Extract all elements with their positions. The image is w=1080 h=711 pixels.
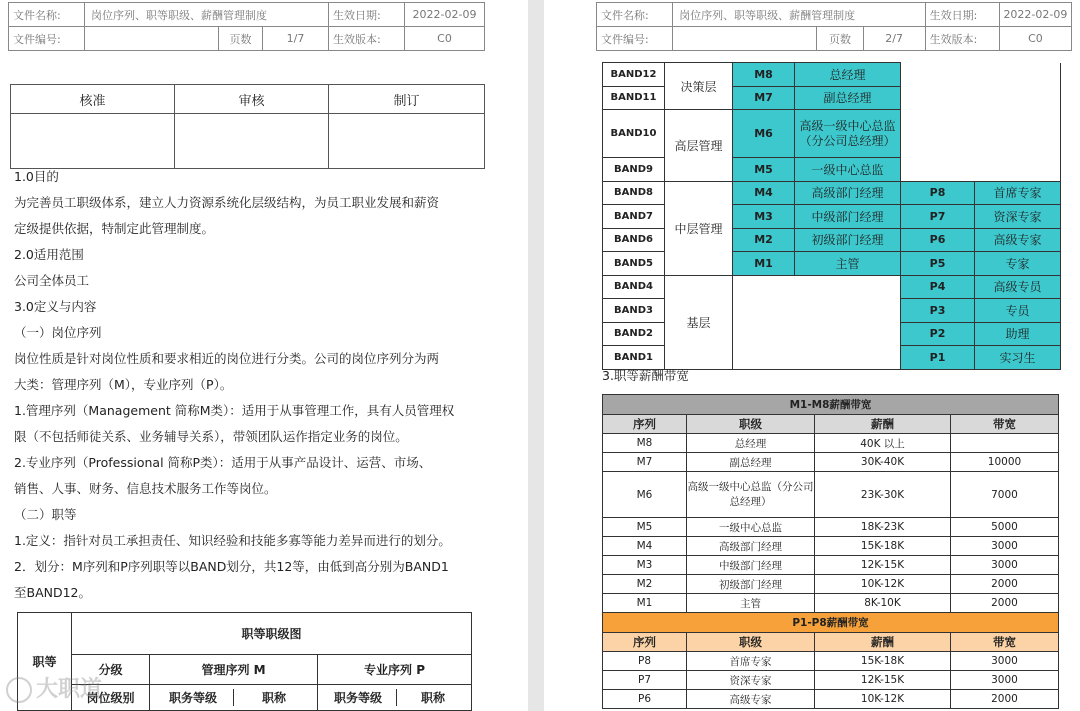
cell: 5000 [951, 518, 1059, 537]
effective-date: 2022-02-09 [999, 3, 1071, 27]
effective-date-label: 生效日期: [925, 3, 999, 27]
col-header: 带宽 [951, 633, 1059, 652]
p-title: 专员 [975, 299, 1061, 323]
section-heading: 2.0适用范围 [14, 247, 84, 262]
m-grade: M6 [733, 110, 795, 158]
version-label: 生效版本: [925, 27, 999, 51]
section-heading: 3.0定义与内容 [14, 299, 97, 314]
doc-name: 岗位序列、职等职级、薪酬管理制度 [85, 3, 329, 27]
paragraph-line: 岗位性质是针对岗位性质和要求相近的岗位进行分类。公司的岗位序列分为两 [14, 351, 440, 366]
table-row [603, 518, 1059, 537]
doc-name-label: 文件名称: [597, 3, 673, 27]
m-title: 总经理 [795, 63, 901, 87]
p-grade: P8 [901, 181, 975, 205]
m-title: 副总经理 [795, 86, 901, 110]
m-title: 高级一级中心总监（分公司总经理） [795, 110, 901, 158]
grade-chart-title: 职等职级图 [72, 613, 472, 655]
p-title: 资深专家 [975, 205, 1061, 229]
doc-header-table [8, 2, 485, 51]
p-empty-area [901, 63, 1061, 182]
level-header: 分级 [72, 655, 150, 685]
post-level-header: 岗位级别 [72, 685, 150, 711]
cell: 总经理 [687, 434, 815, 453]
prepare-header: 制订 [329, 85, 485, 114]
p-grade: P7 [901, 205, 975, 229]
p-title: 专家 [975, 252, 1061, 276]
cell: 高级一级中心总监（分公司总经理） [687, 472, 815, 518]
m-empty-area [733, 275, 901, 369]
tier-senior: 高层管理 [665, 110, 733, 182]
m-grade: M7 [733, 86, 795, 110]
band-label: BAND5 [603, 252, 665, 276]
p-title: 首席专家 [975, 181, 1061, 205]
prof-duty-level-header: 职务等级 [320, 689, 397, 706]
band-label: BAND12 [603, 63, 665, 87]
col-header: 序列 [603, 415, 687, 434]
m-title: 中级部门经理 [795, 205, 901, 229]
cell: 3000 [951, 556, 1059, 575]
p-title: 高级专员 [975, 275, 1061, 299]
page-label: 页数 [817, 27, 863, 51]
page-gap [528, 0, 544, 711]
cell: P7 [603, 671, 687, 690]
cell: 23K-30K [815, 472, 951, 518]
cell: 副总经理 [687, 453, 815, 472]
band-label: BAND1 [603, 346, 665, 370]
cell: 3000 [951, 537, 1059, 556]
tier-decision: 决策层 [665, 63, 733, 110]
cell: 10K-12K [815, 690, 951, 709]
cell: 12K-15K [815, 556, 951, 575]
m-title: 高级部门经理 [795, 181, 901, 205]
col-header: 薪酬 [815, 415, 951, 434]
p-grade: P1 [901, 346, 975, 370]
cell: 初级部门经理 [687, 575, 815, 594]
cell: M3 [603, 556, 687, 575]
version: C0 [405, 27, 485, 51]
cell: P8 [603, 652, 687, 671]
prepare-sign-cell [329, 114, 485, 169]
approve-header: 核准 [11, 85, 175, 114]
mgmt-seq-header: 管理序列 M [150, 655, 318, 685]
mgmt-job-title-header: 职称 [261, 691, 286, 705]
approve-sign-cell [11, 114, 175, 169]
grade-column-header: 职等 [18, 613, 72, 711]
body-text [14, 164, 492, 606]
cell: 中级部门经理 [687, 556, 815, 575]
p-grade: P6 [901, 228, 975, 252]
cell: 一级中心总监 [687, 518, 815, 537]
doc-no [673, 27, 817, 51]
col-header: 序列 [603, 633, 687, 652]
m-grade: M8 [733, 63, 795, 87]
paragraph-line: 1.管理序列（Management 简称M类）：适用于从事管理工作，具有人员管理权 [14, 403, 455, 418]
cell: M7 [603, 453, 687, 472]
table-row [603, 472, 1059, 518]
m-grade: M2 [733, 228, 795, 252]
section-3-heading: 3.职等薪酬带宽 [602, 368, 689, 383]
cell: 15K-18K [815, 537, 951, 556]
cell: 首席专家 [687, 652, 815, 671]
table-row [603, 537, 1059, 556]
cell: 资深专家 [687, 671, 815, 690]
m-salary-table [602, 394, 1059, 709]
m-grade: M1 [733, 252, 795, 276]
cell: 3000 [951, 671, 1059, 690]
cell: M6 [603, 472, 687, 518]
mgmt-sub-header [150, 685, 318, 711]
band-label: BAND8 [603, 181, 665, 205]
table-row [603, 453, 1059, 472]
paragraph-line: 公司全体员工 [14, 273, 90, 288]
p-grade: P2 [901, 322, 975, 346]
cell: M1 [603, 594, 687, 613]
band-label: BAND7 [603, 205, 665, 229]
prof-seq-header: 专业序列 P [318, 655, 472, 685]
cell: 10K-12K [815, 575, 951, 594]
doc-name: 岗位序列、职等职级、薪酬管理制度 [673, 3, 926, 27]
paragraph-line: 大类：管理序列（M），专业序列（P）。 [14, 377, 233, 392]
paragraph-line: 至BAND12。 [14, 585, 92, 600]
p-title: 实习生 [975, 346, 1061, 370]
table-row [603, 652, 1059, 671]
paragraph-line: 1.定义：指针对员工承担责任、知识经验和技能多寡等能力差异而进行的划分。 [14, 533, 451, 548]
band-table [602, 62, 1061, 370]
paragraph-line: 2.专业序列（Professional 简称P类）：适用于从事产品设计、运营、市场、 [14, 455, 432, 470]
doc-name-label: 文件名称: [9, 3, 85, 27]
band-label: BAND3 [603, 299, 665, 323]
table-row [603, 434, 1059, 453]
cell: 30K-40K [815, 453, 951, 472]
band-label: BAND4 [603, 275, 665, 299]
p-salary-title: P1-P8薪酬带宽 [603, 613, 1059, 633]
cell: 2000 [951, 690, 1059, 709]
cell: 40K 以上 [815, 434, 951, 453]
col-header: 职级 [687, 633, 815, 652]
doc-no-label: 文件编号: [597, 27, 673, 51]
page-label: 页数 [219, 27, 263, 51]
version-label: 生效版本: [329, 27, 405, 51]
m-grade: M4 [733, 181, 795, 205]
m-title: 一级中心总监 [795, 158, 901, 182]
m-grade: M3 [733, 205, 795, 229]
col-header: 带宽 [951, 415, 1059, 434]
cell: 18K-23K [815, 518, 951, 537]
paragraph-line: 销售、人事、财务、信息技术服务工作等岗位。 [14, 481, 277, 496]
tier-middle: 中层管理 [665, 181, 733, 275]
watermark-logo-icon [6, 677, 32, 703]
cell: 2000 [951, 575, 1059, 594]
page-number: 2/7 [863, 27, 925, 51]
version: C0 [999, 27, 1071, 51]
effective-date-label: 生效日期: [329, 3, 405, 27]
mgmt-duty-level-header: 职务等级 [153, 689, 234, 706]
paragraph-line: 为完善员工职级体系，建立人力资源系统化层级结构，为员工职业发展和薪资 [14, 195, 440, 210]
cell: 3000 [951, 652, 1059, 671]
col-header: 薪酬 [815, 633, 951, 652]
cell: 8K-10K [815, 594, 951, 613]
p-title: 助理 [975, 322, 1061, 346]
review-header: 审核 [175, 85, 329, 114]
p-grade: P3 [901, 299, 975, 323]
cell: M5 [603, 518, 687, 537]
band-label: BAND2 [603, 322, 665, 346]
table-row [603, 594, 1059, 613]
table-row [603, 671, 1059, 690]
watermark: 大职道 [6, 672, 102, 703]
band-label: BAND6 [603, 228, 665, 252]
section-heading: 1.0目的 [14, 169, 59, 184]
p-grade: P4 [901, 275, 975, 299]
cell: P6 [603, 690, 687, 709]
paragraph-line: 限（不包括师徒关系、业务辅导关系），带领团队运作指定业务的岗位。 [14, 429, 408, 444]
cell: 主管 [687, 594, 815, 613]
document-page-1 [0, 0, 528, 711]
col-header: 职级 [687, 415, 815, 434]
cell: 高级部门经理 [687, 537, 815, 556]
cell [951, 434, 1059, 453]
prof-job-title-header: 职称 [421, 691, 446, 705]
review-sign-cell [175, 114, 329, 169]
cell: 15K-18K [815, 652, 951, 671]
paragraph-line: 2．划分：M序列和P序列职等以BAND划分，共12等，由低到高分别为BAND1 [14, 559, 449, 574]
m-grade: M5 [733, 158, 795, 182]
cell: 7000 [951, 472, 1059, 518]
m-salary-title: M1-M8薪酬带宽 [603, 395, 1059, 415]
subsection-heading: （一）岗位序列 [14, 325, 102, 340]
doc-no [85, 27, 219, 51]
p-grade: P5 [901, 252, 975, 276]
band-label: BAND10 [603, 110, 665, 158]
paragraph-line: 定级提供依据，特制定此管理制度。 [14, 221, 215, 236]
doc-no-label: 文件编号: [9, 27, 85, 51]
cell: 10000 [951, 453, 1059, 472]
doc-header-table-2 [596, 2, 1072, 51]
band-label: BAND9 [603, 158, 665, 182]
band-label: BAND11 [603, 86, 665, 110]
m-title: 主管 [795, 252, 901, 276]
cell: 2000 [951, 594, 1059, 613]
cell: M8 [603, 434, 687, 453]
m-title: 初级部门经理 [795, 228, 901, 252]
p-title: 高级专家 [975, 228, 1061, 252]
tier-base: 基层 [665, 275, 733, 369]
table-row [603, 690, 1059, 709]
table-row [603, 556, 1059, 575]
page-number: 1/7 [263, 27, 329, 51]
cell: M4 [603, 537, 687, 556]
prof-sub-header [318, 685, 472, 711]
approval-table [10, 84, 485, 169]
cell: 12K-15K [815, 671, 951, 690]
cell: M2 [603, 575, 687, 594]
document-page-2 [544, 0, 1080, 711]
table-row [603, 575, 1059, 594]
subsection-heading: （二）职等 [14, 507, 77, 522]
cell: 高级专家 [687, 690, 815, 709]
effective-date: 2022-02-09 [405, 3, 485, 27]
